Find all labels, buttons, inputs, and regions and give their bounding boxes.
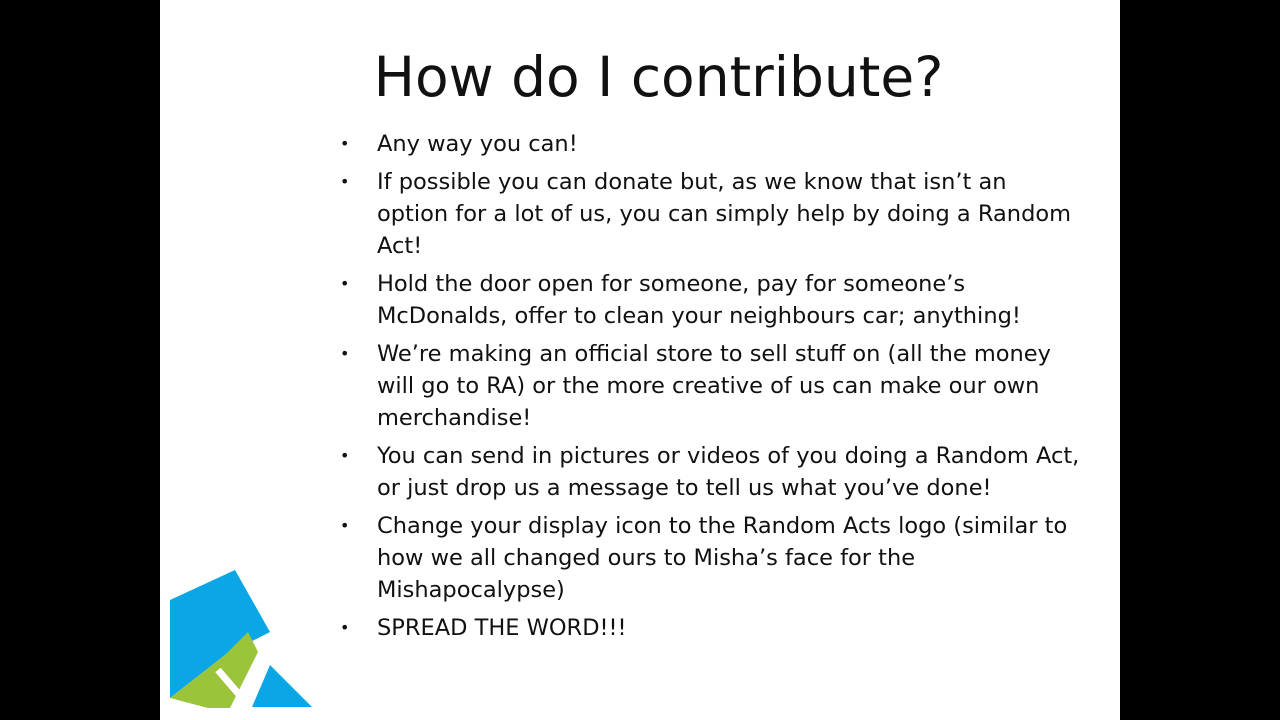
bullet-dot: • — [340, 344, 350, 363]
bullet-dot: • — [340, 446, 350, 465]
bullet-item — [340, 166, 1080, 262]
bullet-item — [340, 338, 1080, 434]
slide — [160, 0, 1120, 720]
bullet-item — [340, 612, 1080, 644]
bullet-dot: • — [340, 618, 350, 637]
logo-blue-tail-shape — [252, 665, 312, 707]
random-acts-logo-icon — [170, 570, 320, 710]
bullet-list — [340, 128, 1080, 650]
bullet-dot: • — [340, 516, 350, 535]
bullet-text: You can send in pictures or videos of you doing a Random Act, or just drop us a message to tell us what you’ve done! — [377, 443, 1080, 501]
bullet-item — [340, 268, 1080, 332]
slide-title: How do I contribute? — [373, 45, 944, 109]
bullet-text: Any way you can! — [377, 131, 578, 157]
bullet-text: SPREAD THE WORD!!! — [377, 615, 627, 641]
bullet-text: Hold the door open for someone, pay for someone’s McDonalds, offer to clean your neighbours car; anything! — [377, 271, 1021, 329]
bullet-item — [340, 440, 1080, 504]
bullet-item — [340, 128, 1080, 160]
bullet-dot: • — [340, 172, 350, 191]
bullet-text: Change your display icon to the Random Acts logo (similar to how we all changed ours to Misha’s face for the Mishapocalypse) — [377, 513, 1068, 603]
bullet-text: If possible you can donate but, as we know that isn’t an option for a lot of us, you can simply help by doing a Random Act! — [377, 169, 1072, 259]
bullet-item — [340, 510, 1080, 606]
bullet-text: We’re making an official store to sell stuff on (all the money will go to RA) or the more creative of us can make our own merchandise! — [377, 341, 1051, 431]
bullet-dot: • — [340, 134, 350, 153]
bullet-dot: • — [340, 274, 350, 293]
